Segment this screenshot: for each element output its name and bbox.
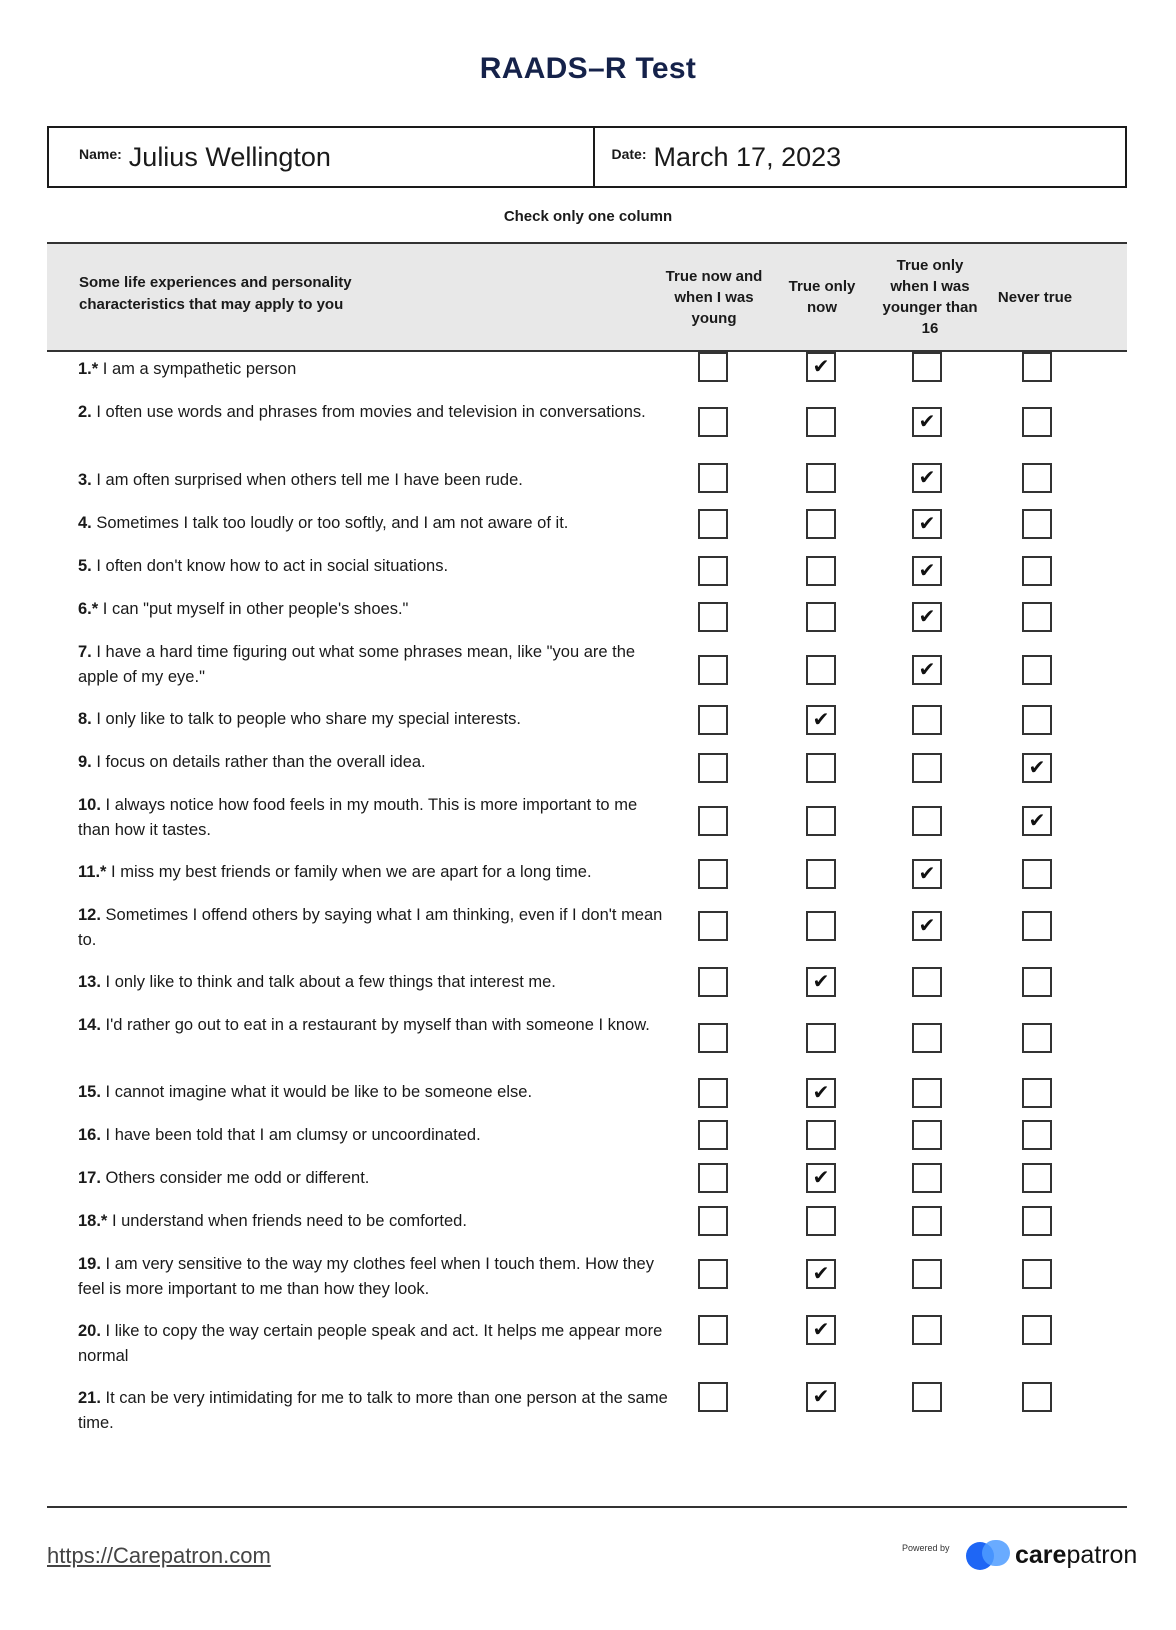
checkbox-q19-col3[interactable] — [912, 1259, 942, 1289]
check-mark-icon: ✔ — [918, 467, 936, 489]
name-label: Name: — [79, 146, 122, 162]
checkbox-q8-col4[interactable] — [1022, 705, 1052, 735]
question-text — [78, 1013, 668, 1038]
checkbox-q14-col4[interactable] — [1022, 1023, 1052, 1053]
checkbox-q2-col1[interactable] — [698, 407, 728, 437]
checkbox-q3-col4[interactable] — [1022, 463, 1052, 493]
check-mark-icon: ✔ — [918, 863, 936, 885]
checkbox-q7-col3[interactable] — [912, 655, 942, 685]
question-number: 3. — [78, 471, 92, 489]
bottom-divider — [47, 1506, 1127, 1508]
checkbox-q15-col3[interactable] — [912, 1078, 942, 1108]
question-label: I understand when friends need to be comforted. — [111, 1212, 467, 1230]
checkbox-q5-col3[interactable] — [912, 556, 942, 586]
info-box — [47, 126, 1127, 188]
checkbox-q18-col1[interactable] — [698, 1206, 728, 1236]
question-number: 1.* — [78, 360, 99, 378]
checkbox-q4-col3[interactable] — [912, 509, 942, 539]
question-number: 16. — [78, 1126, 101, 1144]
checkbox-q16-col1[interactable] — [698, 1120, 728, 1150]
check-mark-icon: ✔ — [918, 513, 936, 535]
checkbox-q14-col3[interactable] — [912, 1023, 942, 1053]
question-number: 9. — [78, 753, 92, 771]
checkbox-q14-col2[interactable] — [806, 1023, 836, 1053]
checkbox-q5-col1[interactable] — [698, 556, 728, 586]
checkbox-q11-col2[interactable] — [806, 859, 836, 889]
checkbox-q13-col1[interactable] — [698, 967, 728, 997]
check-mark-icon: ✔ — [812, 1319, 830, 1341]
question-number: 14. — [78, 1016, 101, 1034]
question-text — [78, 597, 668, 622]
checkbox-q7-col2[interactable] — [806, 655, 836, 685]
checkbox-q17-col2[interactable] — [806, 1163, 836, 1193]
checkbox-q10-col1[interactable] — [698, 806, 728, 836]
date-field[interactable]: March 17, 2023 — [653, 141, 842, 172]
name-field[interactable]: Julius Wellington — [128, 141, 331, 172]
checkbox-q13-col3[interactable] — [912, 967, 942, 997]
checkbox-q20-col1[interactable] — [698, 1315, 728, 1345]
question-number: 5. — [78, 557, 92, 575]
checkbox-q8-col1[interactable] — [698, 705, 728, 735]
checkbox-q8-col2[interactable] — [806, 705, 836, 735]
page-title: RAADS–R Test — [479, 52, 697, 85]
question-number: 15. — [78, 1083, 101, 1101]
question-text — [78, 1080, 668, 1105]
check-mark-icon: ✔ — [918, 606, 936, 628]
checkbox-q9-col3[interactable] — [912, 753, 942, 783]
checkbox-q16-col2[interactable] — [806, 1120, 836, 1150]
checkbox-q19-col4[interactable] — [1022, 1259, 1052, 1289]
check-mark-icon: ✔ — [918, 560, 936, 582]
question-text — [78, 903, 668, 953]
question-text — [78, 750, 668, 775]
checkbox-q10-col2[interactable] — [806, 806, 836, 836]
checkbox-q20-col4[interactable] — [1022, 1315, 1052, 1345]
checkbox-q3-col2[interactable] — [806, 463, 836, 493]
question-text — [78, 400, 668, 425]
question-label: I am often surprised when others tell me I have been rude. — [96, 471, 523, 489]
question-label: I have been told that I am clumsy or uncoordinated. — [105, 1126, 481, 1144]
checkbox-q15-col2[interactable] — [806, 1078, 836, 1108]
question-label: I cannot imagine what it would be like to be someone else. — [105, 1083, 533, 1101]
checkbox-q16-col4[interactable] — [1022, 1120, 1052, 1150]
check-mark-icon: ✔ — [1028, 757, 1046, 779]
carepatron-logo-text — [1015, 1541, 1137, 1570]
question-number: 4. — [78, 514, 92, 532]
checkbox-q7-col1[interactable] — [698, 655, 728, 685]
question-text — [78, 860, 668, 885]
question-label: I miss my best friends or family when we are apart for a long time. — [111, 863, 592, 881]
question-number: 21. — [78, 1389, 101, 1407]
checkbox-q11-col3[interactable] — [912, 859, 942, 889]
powered-by-label: Powered by — [902, 1543, 950, 1553]
question-text — [78, 1166, 668, 1191]
header-col-true-only-younger: True only when I was younger than 16 — [882, 257, 978, 337]
question-number: 19. — [78, 1255, 101, 1273]
checkbox-q20-col3[interactable] — [912, 1315, 942, 1345]
checkbox-q19-col2[interactable] — [806, 1259, 836, 1289]
checkbox-q6-col3[interactable] — [912, 602, 942, 632]
question-text — [78, 554, 668, 579]
checkbox-q1-col2[interactable] — [806, 352, 836, 382]
question-number: 17. — [78, 1169, 101, 1187]
checkbox-q12-col4[interactable] — [1022, 911, 1052, 941]
check-mark-icon: ✔ — [918, 659, 936, 681]
check-mark-icon: ✔ — [918, 915, 936, 937]
checkbox-q17-col3[interactable] — [912, 1163, 942, 1193]
check-mark-icon: ✔ — [812, 1386, 830, 1408]
question-text — [78, 1209, 668, 1234]
question-text — [78, 357, 668, 382]
question-number: 2. — [78, 403, 92, 421]
checkbox-q17-col1[interactable] — [698, 1163, 728, 1193]
header-col-true-now-and-young: True now and when I was young — [665, 267, 763, 327]
header-question-label: Some life experiences and personality characteristics that may apply to you — [79, 274, 352, 313]
table-header — [47, 242, 1127, 352]
question-number: 18.* — [78, 1212, 108, 1230]
question-number: 7. — [78, 643, 92, 661]
checkbox-q6-col4[interactable] — [1022, 602, 1052, 632]
question-number: 20. — [78, 1322, 101, 1340]
checkbox-q15-col4[interactable] — [1022, 1078, 1052, 1108]
question-text — [78, 511, 668, 536]
question-text — [78, 1123, 668, 1148]
checkbox-q7-col4[interactable] — [1022, 655, 1052, 685]
checkbox-q18-col2[interactable] — [806, 1206, 836, 1236]
question-label: I like to copy the way certain people speak and act. It helps me appear more normal — [78, 1322, 663, 1365]
question-number: 12. — [78, 906, 101, 924]
question-label: I am very sensitive to the way my clothes feel when I touch them. How they feel is more important to me than how they look. — [78, 1255, 654, 1298]
checkbox-q9-col1[interactable] — [698, 753, 728, 783]
checkbox-q20-col2[interactable] — [806, 1315, 836, 1345]
question-label: I have a hard time figuring out what some phrases mean, like "you are the apple of my eye." — [78, 643, 636, 686]
logo-text-rest: patron — [1066, 1541, 1138, 1569]
check-mark-icon: ✔ — [812, 709, 830, 731]
question-label: Sometimes I offend others by saying what I am thinking, even if I don't mean to. — [78, 906, 663, 949]
check-mark-icon: ✔ — [1028, 810, 1046, 832]
checkbox-q21-col2[interactable] — [806, 1382, 836, 1412]
date-label: Date: — [611, 146, 647, 162]
question-text — [78, 640, 668, 690]
question-text — [78, 970, 668, 995]
question-label: I often don't know how to act in social situations. — [96, 557, 449, 575]
check-mark-icon: ✔ — [812, 971, 830, 993]
checkbox-q4-col1[interactable] — [698, 509, 728, 539]
checkbox-q3-col1[interactable] — [698, 463, 728, 493]
checkbox-q9-col2[interactable] — [806, 753, 836, 783]
checkbox-q10-col3[interactable] — [912, 806, 942, 836]
checkbox-q12-col1[interactable] — [698, 911, 728, 941]
checkbox-q5-col2[interactable] — [806, 556, 836, 586]
question-number: 11.* — [78, 863, 107, 881]
question-number: 6.* — [78, 600, 99, 618]
checkbox-q3-col3[interactable] — [912, 463, 942, 493]
checkbox-q6-col1[interactable] — [698, 602, 728, 632]
checkbox-q2-col3[interactable] — [912, 407, 942, 437]
checkbox-q1-col1[interactable] — [698, 352, 728, 382]
question-label: I'd rather go out to eat in a restaurant by myself than with someone I know. — [105, 1016, 650, 1034]
question-label: I focus on details rather than the overall idea. — [96, 753, 426, 771]
question-label: I can "put myself in other people's shoes." — [102, 600, 409, 618]
checkbox-q21-col4[interactable] — [1022, 1382, 1052, 1412]
checkbox-q16-col3[interactable] — [912, 1120, 942, 1150]
carepatron-logo-icon — [966, 1538, 1012, 1572]
question-label: I only like to think and talk about a few things that interest me. — [105, 973, 556, 991]
question-label: Sometimes I talk too loudly or too softly, and I am not aware of it. — [96, 514, 569, 532]
checkbox-q11-col1[interactable] — [698, 859, 728, 889]
name-cell[interactable] — [49, 128, 593, 186]
checkbox-q11-col4[interactable] — [1022, 859, 1052, 889]
check-mark-icon: ✔ — [812, 1167, 830, 1189]
checkbox-q18-col3[interactable] — [912, 1206, 942, 1236]
date-cell[interactable] — [593, 128, 1126, 186]
checkbox-q2-col4[interactable] — [1022, 407, 1052, 437]
question-label: I am a sympathetic person — [102, 360, 297, 378]
question-number: 8. — [78, 710, 92, 728]
checkbox-q15-col1[interactable] — [698, 1078, 728, 1108]
checkbox-q9-col4[interactable] — [1022, 753, 1052, 783]
question-text — [78, 1252, 668, 1302]
checkbox-q21-col3[interactable] — [912, 1382, 942, 1412]
checkbox-q1-col3[interactable] — [912, 352, 942, 382]
checkbox-q19-col1[interactable] — [698, 1259, 728, 1289]
checkbox-q4-col2[interactable] — [806, 509, 836, 539]
question-label: I always notice how food feels in my mouth. This is more important to me than how it tastes. — [78, 796, 638, 839]
checkbox-q1-col4[interactable] — [1022, 352, 1052, 382]
check-mark-icon: ✔ — [812, 1263, 830, 1285]
checkbox-q13-col4[interactable] — [1022, 967, 1052, 997]
checkbox-q12-col2[interactable] — [806, 911, 836, 941]
question-text — [78, 793, 668, 843]
header-col-never-true: Never true — [997, 288, 1073, 306]
instruction-text: Check only one column — [503, 208, 673, 225]
checkbox-q18-col4[interactable] — [1022, 1206, 1052, 1236]
footer-link[interactable]: https://Carepatron.com — [47, 1543, 271, 1568]
check-mark-icon: ✔ — [918, 411, 936, 433]
question-text — [78, 1386, 668, 1436]
checkbox-q21-col1[interactable] — [698, 1382, 728, 1412]
checkbox-q17-col4[interactable] — [1022, 1163, 1052, 1193]
checkbox-q8-col3[interactable] — [912, 705, 942, 735]
question-label: Others consider me odd or different. — [105, 1169, 370, 1187]
question-number: 10. — [78, 796, 101, 814]
question-text — [78, 1319, 668, 1369]
check-mark-icon: ✔ — [812, 1082, 830, 1104]
logo-text-bold: care — [1015, 1541, 1067, 1569]
question-text — [78, 707, 668, 732]
header-col-true-only-now: True only now — [788, 278, 856, 316]
checkbox-q12-col3[interactable] — [912, 911, 942, 941]
question-label: It can be very intimidating for me to talk to more than one person at the same time. — [78, 1389, 668, 1432]
question-text — [78, 468, 668, 493]
question-label: I often use words and phrases from movies and television in conversations. — [96, 403, 646, 421]
check-mark-icon: ✔ — [812, 356, 830, 378]
question-number: 13. — [78, 973, 101, 991]
checkbox-q13-col2[interactable] — [806, 967, 836, 997]
checkbox-q10-col4[interactable] — [1022, 806, 1052, 836]
checkbox-q4-col4[interactable] — [1022, 509, 1052, 539]
checkbox-q14-col1[interactable] — [698, 1023, 728, 1053]
checkbox-q2-col2[interactable] — [806, 407, 836, 437]
checkbox-q5-col4[interactable] — [1022, 556, 1052, 586]
checkbox-q6-col2[interactable] — [806, 602, 836, 632]
question-label: I only like to talk to people who share my special interests. — [96, 710, 521, 728]
